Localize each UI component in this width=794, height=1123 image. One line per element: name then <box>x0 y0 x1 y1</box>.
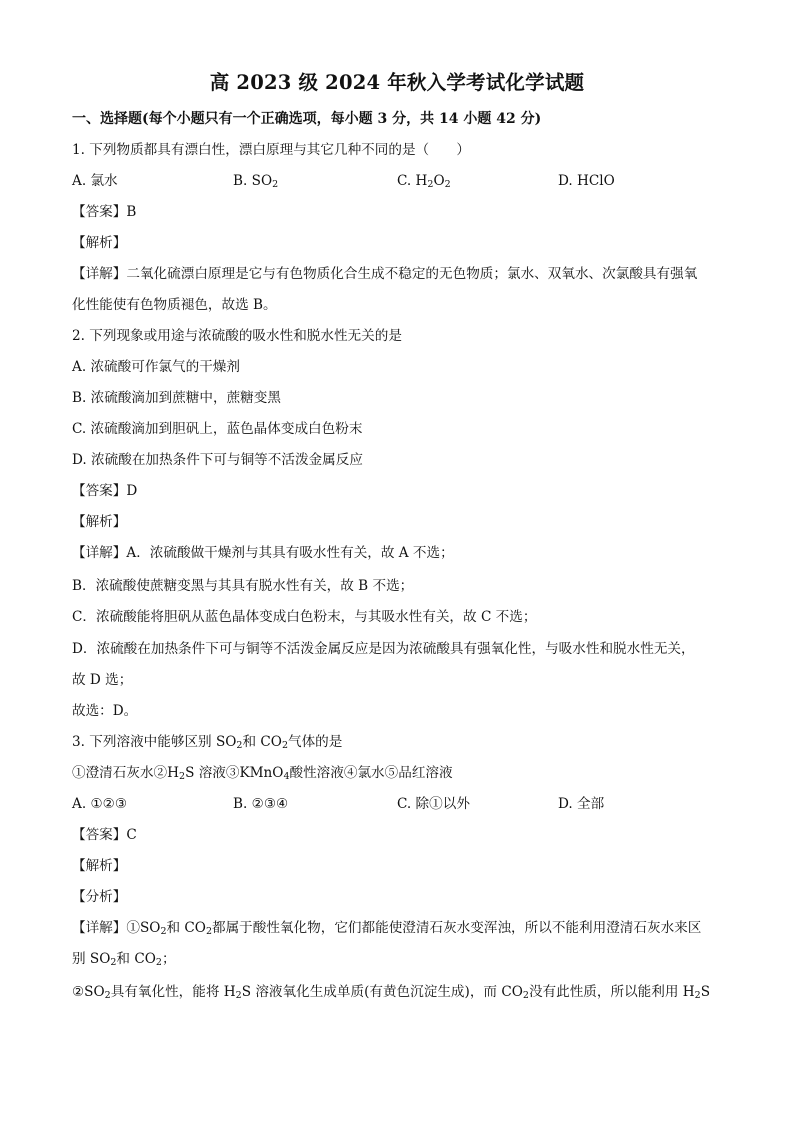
q3-option-c: C. 除①以外 <box>397 796 470 812</box>
q2-detail-b: B．浓硫酸使蔗糖变黑与其具有脱水性有关，故 B 不选； <box>72 578 414 594</box>
q3-analysis-label: 【解析】 <box>72 858 127 874</box>
q1-answer: 【答案】B <box>72 204 137 220</box>
q3-option-d: D. 全部 <box>558 796 605 812</box>
q1-option-a: A. 氯水 <box>72 173 118 189</box>
q2-answer: 【答案】D <box>72 483 138 499</box>
q3-items: ①澄清石灰水$②H_2S$ 溶液③KMnO$_4$酸性溶液④氯水⑤品红溶液 <box>72 765 453 782</box>
section-heading: 一、选择题(每个小题只有一个正确选项，每小题 3 分，共 14 小题 42 分) <box>72 111 542 127</box>
q3-stem: 3. 下列溶液中能够区别 $SO_2$和 $CO_2$气体的是 <box>72 734 343 751</box>
q3-fenxi-label: 【分析】 <box>72 889 127 905</box>
q3-detail-line-2: 别 $SO_2$和 $CO_2$； <box>72 951 176 968</box>
q2-detail-c: C．浓硫酸能将胆矾从蓝色晶体变成白色粉末，与其吸水性有关，故 C 不选； <box>72 609 537 625</box>
q3-detail-line-1: 【详解】$①SO_2$和 $CO_2$都属于酸性氧化物，它们都能使澄清石灰水变浑浊，所以不能利用澄清石灰水来区 <box>72 920 702 937</box>
q3-answer: 【答案】C <box>72 827 137 843</box>
q3-option-b: B. ②③④ <box>233 796 289 812</box>
q1-options <box>72 170 752 192</box>
q1-analysis-label: 【解析】 <box>72 235 127 251</box>
q1-option-c: C. $H_2O_2$ <box>397 173 451 190</box>
q2-detail-d-line-1: D．浓硫酸在加热条件下可与铜等不活泼金属反应是因为浓硫酸具有强氧化性，与吸水性和脱水性无关， <box>72 641 695 657</box>
q2-option-c: C. 浓硫酸滴加到胆矾上，蓝色晶体变成白色粉末 <box>72 421 363 437</box>
q1-detail-line-2: 化性能使有色物质褪色，故选 B。 <box>72 297 277 313</box>
q2-option-a: A. 浓硫酸可作氯气的干燥剂 <box>72 359 240 375</box>
q1-option-d: D. HClO <box>558 173 615 189</box>
q2-option-b: B. 浓硫酸滴加到蔗糖中，蔗糖变黑 <box>72 390 281 406</box>
q1-detail-line-1: 【详解】二氧化硫漂白原理是它与有色物质化合生成不稳定的无色物质；氯水、双氧水、次氯酸具有强氧 <box>72 266 698 282</box>
q2-detail-d-line-2: 故 D 选； <box>72 672 133 688</box>
page-title: 高 2023 级 2024 年秋入学考试化学试题 <box>209 71 585 94</box>
q2-detail-a: 【详解】A．浓硫酸做干燥剂与其具有吸水性有关，故 A 不选； <box>72 545 454 561</box>
q2-stem: 2. 下列现象或用途与浓硫酸的吸水性和脱水性无关的是 <box>72 328 402 344</box>
q3-detail-line-3: $②SO_2$具有氧化性，能将 $H_2S$ 溶液氧化生成单质(有黄色沉淀生成)，而 $CO_2$没有此性质，所以能利用 $H_2S$ <box>72 984 711 1001</box>
q2-conclusion: 故选：D。 <box>72 703 138 719</box>
q2-analysis-label: 【解析】 <box>72 514 127 530</box>
q3-option-a: A. ①②③ <box>72 796 128 812</box>
q3-options <box>72 793 752 815</box>
q1-stem: 1. 下列物质都具有漂白性，漂白原理与其它几种不同的是（ ） <box>72 142 470 158</box>
q2-option-d: D. 浓硫酸在加热条件下可与铜等不活泼金属反应 <box>72 452 363 468</box>
q1-option-b: B. $SO_2$ <box>233 173 279 190</box>
